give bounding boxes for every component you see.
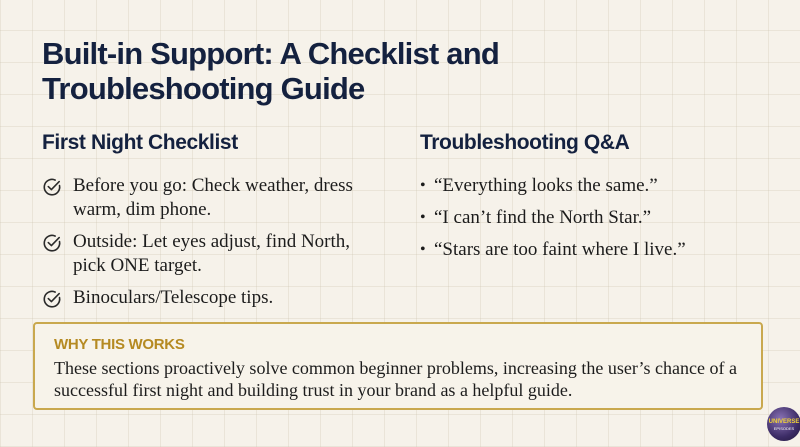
qa-item-text: “Everything looks the same.”: [434, 175, 658, 196]
checklist-item: [42, 174, 382, 222]
qa-item: [420, 174, 780, 198]
check-circle-icon: [42, 233, 62, 253]
troubleshooting-heading: Troubleshooting Q&A: [420, 131, 630, 154]
checklist-item-text: Before you go: Check weather, dress warm, dim phone.: [73, 175, 353, 220]
qa-item-text: “I can’t find the North Star.”: [434, 207, 652, 228]
bullet-icon: •: [420, 241, 426, 258]
qa-item-text: “Stars are too faint where I live.”: [434, 239, 686, 260]
callout-title: WHY THIS WORKS: [54, 336, 185, 353]
why-this-works-callout: [33, 322, 763, 410]
channel-logo-icon: [767, 407, 800, 441]
qa-item: [420, 238, 780, 262]
callout-text: These sections proactively solve common beginner problems, increasing the user’s chance of a successful first night and building trust in your brand as a helpful guide.: [54, 358, 737, 400]
check-circle-icon: [42, 177, 62, 197]
logo-label: UNIVERSE: [768, 419, 800, 425]
bullet-icon: •: [420, 177, 426, 194]
logo-sublabel: EPISODES: [773, 426, 795, 431]
checklist-item-text: Outside: Let eyes adjust, find North, pick ONE target.: [73, 231, 351, 276]
checklist: [42, 174, 382, 318]
checklist-item: [42, 230, 382, 278]
checklist-heading: First Night Checklist: [42, 131, 238, 154]
slide-title: Built-in Support: A Checklist and Troubleshooting Guide: [42, 36, 499, 106]
checklist-item: [42, 286, 382, 310]
checklist-item-text: Binoculars/Telescope tips.: [73, 287, 274, 308]
check-circle-icon: [42, 289, 62, 309]
bullet-icon: •: [420, 209, 426, 226]
qa-item: [420, 206, 780, 230]
troubleshooting-list: [420, 174, 780, 270]
